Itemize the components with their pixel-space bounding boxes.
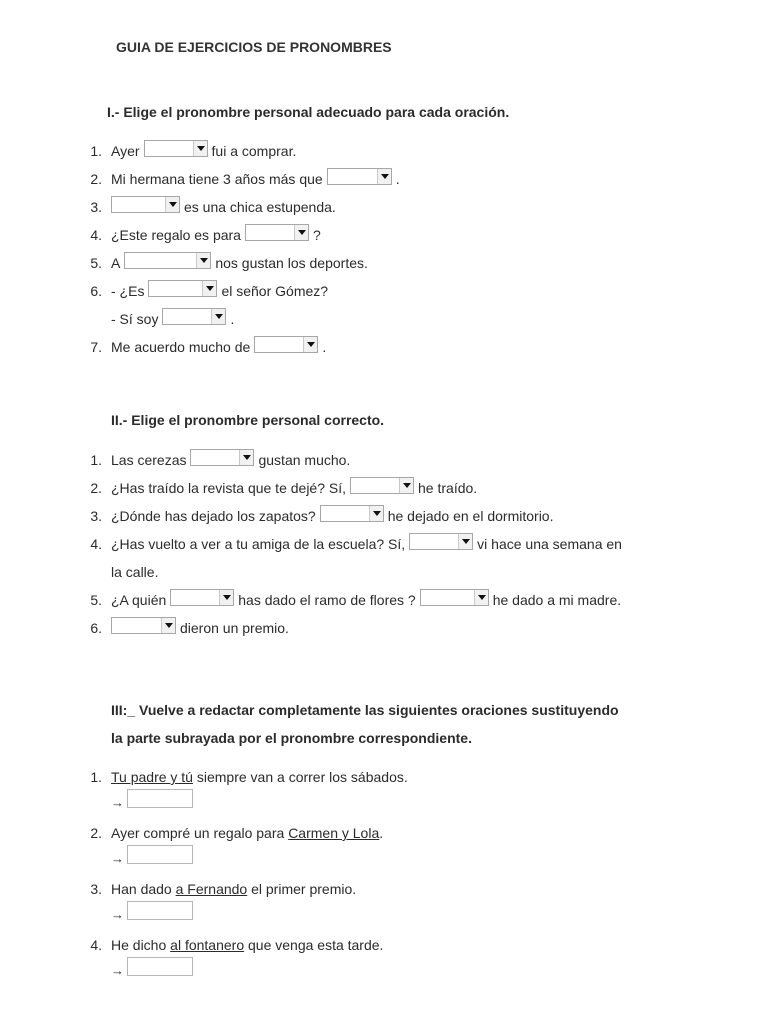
underlined-text: Tu padre y tú	[111, 769, 193, 785]
chevron-down-icon[interactable]	[399, 478, 413, 493]
list-item	[111, 167, 400, 187]
item-number: 2.	[90, 480, 102, 496]
arrow-right-icon: →	[111, 907, 124, 922]
item-text: ¿A quién	[111, 592, 167, 608]
chevron-down-icon[interactable]	[303, 337, 317, 352]
section-1-heading: I.- Elige el pronombre personal adecuado para cada oración.	[107, 104, 510, 120]
list-item	[111, 825, 383, 841]
answer-input[interactable]	[127, 845, 193, 864]
chevron-down-icon[interactable]	[369, 506, 383, 521]
item-text: Mi hermana tiene 3 años más que	[111, 171, 323, 187]
section-3-heading-line2: la parte subrayada por el pronombre correspondiente.	[111, 730, 472, 746]
pronoun-dropdown[interactable]	[144, 140, 208, 157]
pronoun-dropdown[interactable]	[124, 252, 211, 269]
item-number: 4.	[90, 937, 102, 953]
chevron-down-icon[interactable]	[294, 225, 308, 240]
answer-input[interactable]	[127, 957, 193, 976]
item-text: .	[379, 825, 384, 841]
chevron-down-icon[interactable]	[193, 141, 207, 156]
chevron-down-icon[interactable]	[239, 450, 253, 465]
item-text: he dado a mi madre.	[492, 592, 622, 608]
pronoun-dropdown[interactable]	[111, 617, 176, 634]
item-text: ¿Este regalo es para	[111, 227, 241, 243]
list-item	[111, 195, 336, 215]
list-item	[111, 504, 553, 524]
item-number: 7.	[90, 339, 102, 355]
item-number: 2.	[90, 171, 102, 187]
pronoun-dropdown[interactable]	[170, 589, 234, 606]
item-text: he traído.	[418, 480, 478, 496]
item-number: 3.	[90, 508, 102, 524]
pronoun-dropdown[interactable]	[327, 168, 392, 185]
arrow-right-icon: →	[111, 963, 124, 978]
item-number: 1.	[90, 452, 102, 468]
item-text: Ayer compré un regalo para	[111, 825, 289, 841]
list-item	[111, 335, 326, 355]
item-number: 1.	[90, 143, 102, 159]
page-title: GUIA DE EJERCICIOS DE PRONOMBRES	[116, 39, 392, 55]
pronoun-dropdown[interactable]	[420, 589, 489, 606]
chevron-down-icon[interactable]	[377, 169, 391, 184]
item-number: 6.	[90, 283, 102, 299]
item-text: Me acuerdo mucho de	[111, 339, 251, 355]
arrow-right-icon: →	[111, 795, 124, 810]
item-text: - Sí soy	[111, 311, 159, 327]
list-item	[111, 532, 622, 552]
underlined-text: al fontanero	[170, 937, 245, 953]
item-text: fui a comprar.	[211, 143, 297, 159]
pronoun-dropdown[interactable]	[148, 280, 217, 297]
item-text: que venga esta tarde.	[244, 937, 384, 953]
item-text: ?	[312, 227, 321, 243]
item-number: 3.	[90, 881, 102, 897]
item-text: A	[111, 255, 121, 271]
list-item	[111, 139, 296, 159]
chevron-down-icon[interactable]	[211, 309, 225, 324]
pronoun-dropdown[interactable]	[162, 308, 226, 325]
chevron-down-icon[interactable]	[219, 590, 233, 605]
item-number: 4.	[90, 536, 102, 552]
chevron-down-icon[interactable]	[161, 618, 175, 633]
item-text: gustan mucho.	[258, 452, 351, 468]
item-text: el primer premio.	[247, 881, 357, 897]
item-number: 2.	[90, 825, 102, 841]
arrow-right-icon: →	[111, 851, 124, 866]
section-2-heading: II.- Elige el pronombre personal correcto.	[111, 412, 385, 428]
list-item	[111, 279, 328, 299]
list-item	[111, 307, 234, 327]
chevron-down-icon[interactable]	[474, 590, 488, 605]
list-item	[111, 476, 477, 496]
underlined-text: a Fernando	[175, 881, 248, 897]
item-text: ¿Has traído la revista que te dejé? Sí,	[111, 480, 347, 496]
list-item	[111, 560, 158, 580]
item-text: He dicho	[111, 937, 171, 953]
list-item	[111, 769, 408, 785]
item-text: ¿Dónde has dejado los zapatos?	[111, 508, 316, 524]
list-item	[111, 588, 621, 608]
chevron-down-icon[interactable]	[196, 253, 210, 268]
pronoun-dropdown[interactable]	[320, 505, 384, 522]
list-item	[111, 616, 289, 636]
item-number: 5.	[90, 592, 102, 608]
item-number: 4.	[90, 227, 102, 243]
item-text: .	[230, 311, 235, 327]
item-text: .	[395, 171, 400, 187]
item-number: 5.	[90, 255, 102, 271]
list-item	[111, 881, 356, 897]
item-text: Las cerezas	[111, 452, 187, 468]
answer-input[interactable]	[127, 789, 193, 808]
pronoun-dropdown[interactable]	[350, 477, 414, 494]
item-number: 3.	[90, 199, 102, 215]
chevron-down-icon[interactable]	[458, 534, 472, 549]
item-text: vi hace una semana en	[477, 536, 622, 552]
chevron-down-icon[interactable]	[202, 281, 216, 296]
item-text: nos gustan los deportes.	[215, 255, 368, 271]
answer-input[interactable]	[127, 901, 193, 920]
item-text: Ayer	[111, 143, 140, 159]
item-text: la calle.	[111, 564, 159, 580]
pronoun-dropdown[interactable]	[190, 449, 254, 466]
chevron-down-icon[interactable]	[165, 197, 179, 212]
item-text: has dado el ramo de flores ?	[238, 592, 416, 608]
item-text: he dejado en el dormitorio.	[387, 508, 554, 524]
item-text: es una chica estupenda.	[184, 199, 336, 215]
item-text: ¿Has vuelto a ver a tu amiga de la escuela? Sí,	[111, 536, 406, 552]
pronoun-dropdown[interactable]	[245, 224, 309, 241]
item-text: .	[322, 339, 327, 355]
pronoun-dropdown[interactable]	[254, 336, 318, 353]
list-item	[111, 251, 368, 271]
item-number: 6.	[90, 620, 102, 636]
pronoun-dropdown[interactable]	[111, 196, 180, 213]
section-3-heading: III:_ Vuelve a redactar completamente las siguientes oraciones sustituyendo	[111, 702, 619, 718]
item-text: - ¿Es	[111, 283, 145, 299]
item-number: 1.	[90, 769, 102, 785]
item-text: el señor Gómez?	[221, 283, 329, 299]
pronoun-dropdown[interactable]	[409, 533, 473, 550]
item-text: siempre van a correr los sábados.	[192, 769, 408, 785]
item-text: Han dado	[111, 881, 176, 897]
item-text: dieron un premio.	[180, 620, 289, 636]
list-item	[111, 223, 321, 243]
list-item	[111, 448, 350, 468]
underlined-text: Carmen y Lola	[288, 825, 380, 841]
list-item	[111, 937, 383, 953]
